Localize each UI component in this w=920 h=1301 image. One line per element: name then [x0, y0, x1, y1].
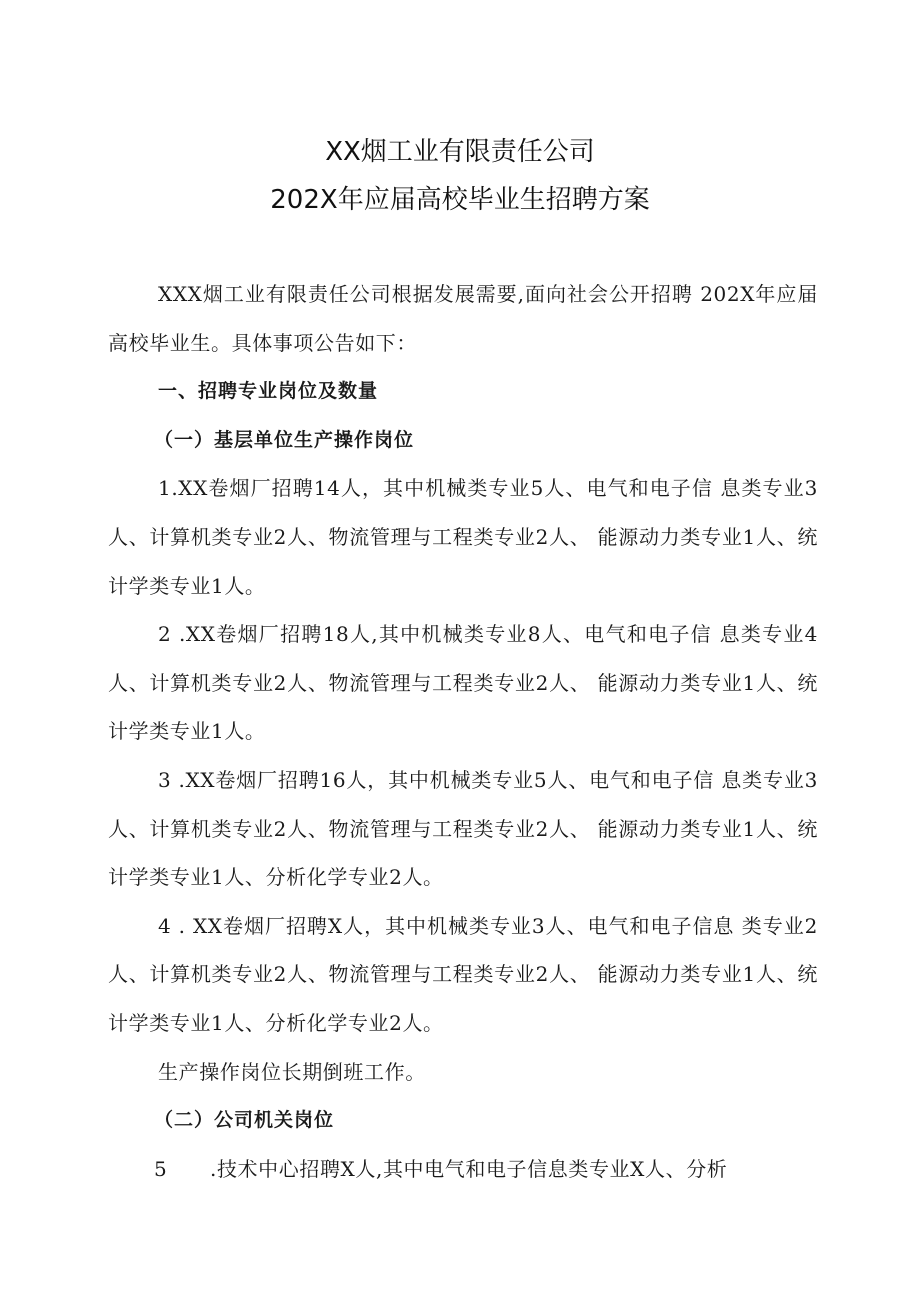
list-item — [108, 1145, 818, 1194]
shift-work-note: 生产操作岗位长期倒班工作。 — [158, 1059, 426, 1084]
list-item-number: 5 — [154, 1156, 168, 1181]
document-title-line2: 202X年应届高校毕业生招聘方案 — [270, 185, 650, 215]
subsection-heading-production: （一）基层单位生产操作岗位 — [154, 428, 415, 451]
list-item-text: .技术中心招聘X人,其中电气和电子信息类专业X人、分析 — [210, 1156, 728, 1181]
list-item: 1.XX卷烟厂招聘14人，其中机械类专业5人、电气和电子信 息类专业3人、计算机类专业2人、物流管理与工程类专业2人、 能源动力类专业1人、统计学类专业1人。 — [108, 476, 818, 598]
list-item: 3 .XX卷烟厂招聘16人，其中机械类专业5人、电气和电子信 息类专业3人、计算机类专业2人、物流管理与工程类专业2人、 能源动力类专业1人、统计学类专业1人、分析化学专业2人。 — [108, 767, 818, 890]
list-item: 2 .XX卷烟厂招聘18人,其中机械类专业8人、电气和电子信 息类专业4人、计算机类专业2人、物流管理与工程类专业2人、 能源动力类专业1人、统计学类专业1人。 — [108, 622, 818, 744]
document-body — [108, 270, 818, 1193]
document-title-line1: XX烟工业有限责任公司 — [325, 137, 595, 167]
intro-paragraph: XXX烟工业有限责任公司根据发展需要,面向社会公开招聘 202X年应届高校毕业生。具体事项公告如下： — [108, 282, 818, 355]
list-item: 4 . XX卷烟厂招聘X人，其中机械类专业3人、电气和电子信息 类专业2人、计算机类专业2人、物流管理与工程类专业2人、 能源动力类专业1人、统计学类专业1人、分析化学专业2人。 — [108, 913, 818, 1035]
section-heading-positions: 一、招聘专业岗位及数量 — [158, 380, 379, 403]
subsection-heading-headquarters: （二）公司机关岗位 — [154, 1109, 335, 1132]
